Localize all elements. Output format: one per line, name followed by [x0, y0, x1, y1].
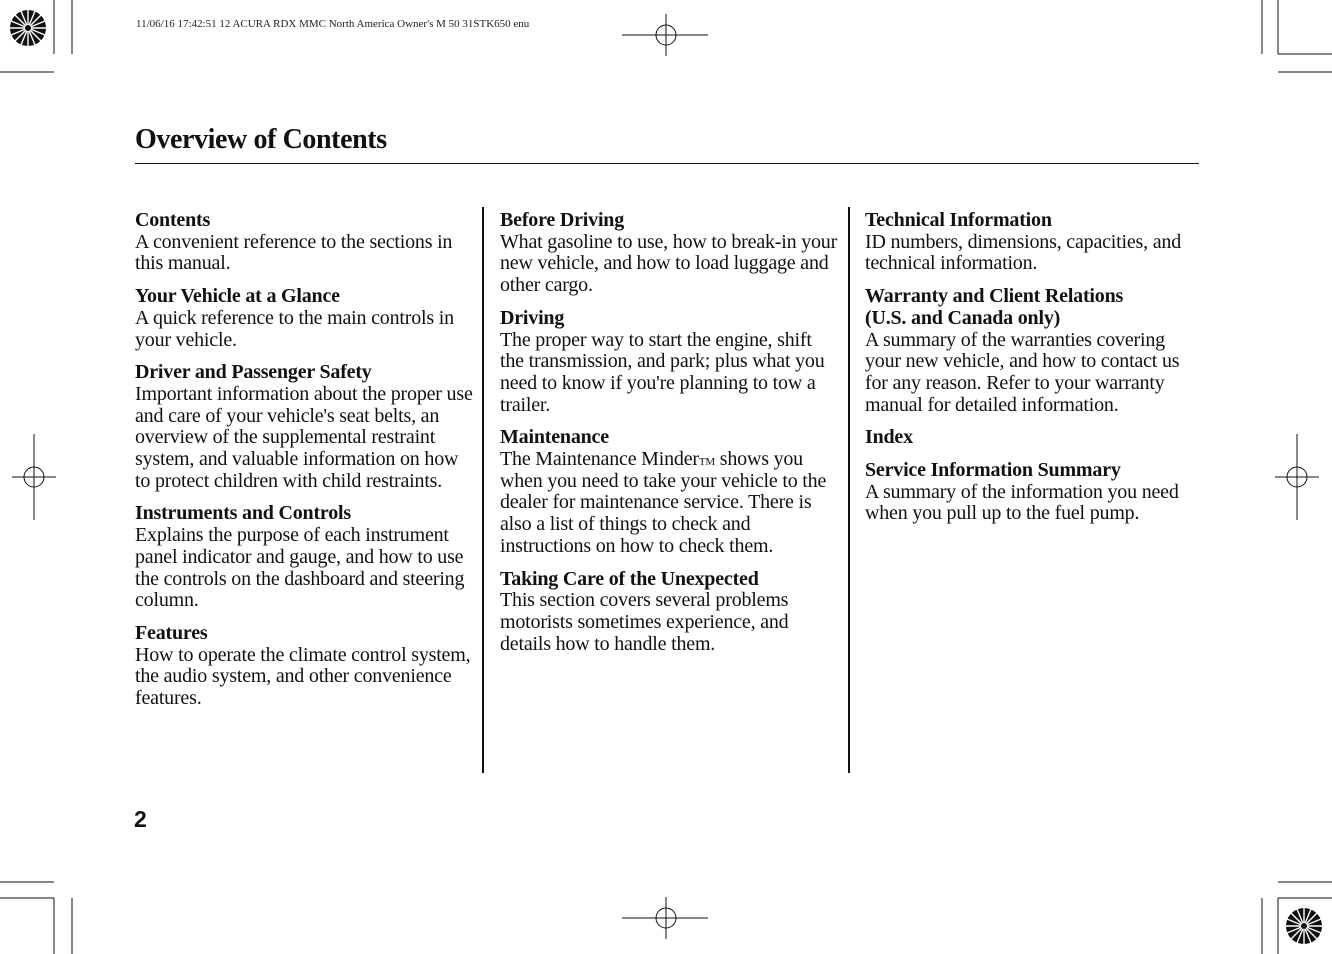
section-heading[interactable]: Technical Information	[865, 209, 1052, 231]
section-heading[interactable]: Service Information Summary	[865, 459, 1121, 482]
section-entry-features	[135, 623, 475, 710]
starburst-mark-icon	[1286, 908, 1322, 944]
page-number: 2	[134, 806, 147, 832]
registration-target-icon	[1275, 434, 1319, 520]
section-heading[interactable]: Your Vehicle at a Glance	[135, 285, 340, 308]
section-heading[interactable]: Driver and Passenger Safety	[135, 361, 372, 384]
description-text: The Maintenance Minder	[500, 448, 699, 471]
column-1	[135, 210, 475, 721]
registration-target-icon	[622, 14, 708, 56]
section-entry-contents	[135, 210, 475, 275]
section-entry-index	[865, 427, 1195, 449]
column-3	[865, 210, 1195, 536]
section-description: Important information about the proper use and care of your vehicle's seat belts, an overview of the supplemental restraint system, and valuable information on how to protect children with child restraints.	[135, 382, 473, 492]
registration-target-icon	[622, 897, 708, 939]
section-description: ID numbers, dimensions, capacities, and technical information.	[865, 230, 1182, 275]
section-description: The proper way to start the engine, shift the transmission, and park; plus what you need to know if you're planning to tow a trailer.	[500, 328, 825, 416]
section-description: A summary of the warranties covering your new vehicle, and how to contact us for any reason. Refer to your warranty manual for detailed information.	[865, 328, 1180, 416]
starburst-mark-icon	[10, 10, 46, 46]
section-entry-technical-information	[865, 210, 1195, 275]
title-rule	[135, 163, 1199, 164]
section-description: How to operate the climate control system, the audio system, and other convenience features.	[135, 643, 471, 710]
section-heading[interactable]: Warranty and Client Relations	[865, 285, 1124, 308]
section-entry-instruments-and-controls	[135, 503, 475, 612]
section-entry-taking-care-of-the-unexpected	[500, 569, 840, 656]
print-slug: 11/06/16 17:42:51 12 ACURA RDX MMC North America Owner's M 50 31STK650 enu	[136, 18, 530, 30]
trademark-symbol: TM	[698, 456, 715, 469]
section-heading[interactable]: Driving	[500, 306, 565, 329]
section-entry-your-vehicle-at-a-glance	[135, 286, 475, 351]
section-description: Explains the purpose of each instrument panel indicator and gauge, and how to use the controls on the dashboard and steering column.	[135, 524, 465, 612]
section-entry-service-information-summary	[865, 460, 1195, 525]
section-heading[interactable]: Instruments and Controls	[135, 502, 351, 525]
section-description: What gasoline to use, how to break-in your new vehicle, and how to load luggage and other cargo.	[500, 230, 838, 297]
column-divider	[482, 207, 484, 773]
description-text: shows you when you need to take your vehicle to the dealer for maintenance service. There is also a list of things to check and instructions on how to check them.	[500, 448, 827, 557]
section-entry-before-driving	[500, 210, 840, 297]
section-heading[interactable]: Taking Care of the Unexpected	[500, 567, 759, 590]
section-entry-driver-and-passenger-safety	[135, 362, 475, 492]
section-description	[500, 449, 840, 558]
section-description: A summary of the information you need when you pull up to the fuel pump.	[865, 480, 1179, 525]
section-heading[interactable]: Contents	[135, 209, 211, 231]
section-entry-warranty-and-client-relations	[865, 286, 1195, 416]
section-heading[interactable]: Features	[135, 621, 208, 644]
registration-target-icon	[12, 434, 56, 520]
section-heading[interactable]: Maintenance	[500, 426, 609, 449]
section-heading[interactable]: Index	[865, 426, 913, 449]
section-description: A quick reference to the main controls in your vehicle.	[135, 306, 454, 351]
section-heading-line-2[interactable]: (U.S. and Canada only)	[865, 306, 1061, 329]
page-title: Overview of Contents	[135, 124, 387, 155]
section-entry-maintenance	[500, 427, 840, 557]
section-description: A convenient reference to the sections in this manual.	[135, 230, 453, 275]
section-heading[interactable]: Before Driving	[500, 209, 625, 231]
section-description: This section covers several problems motorists sometimes experience, and details how to handle them.	[500, 589, 789, 655]
column-divider	[848, 207, 850, 773]
column-2	[500, 210, 840, 666]
section-entry-driving	[500, 308, 840, 417]
